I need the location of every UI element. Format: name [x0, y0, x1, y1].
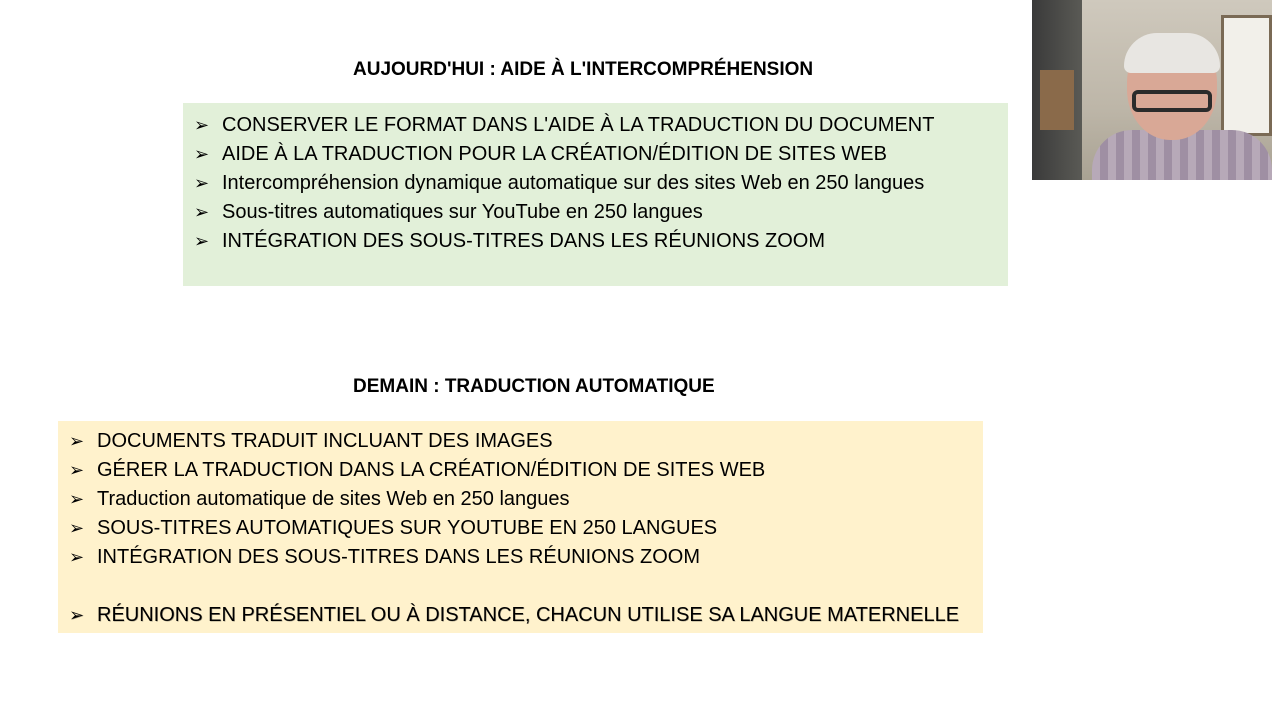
arrow-bullet-icon: ➢ — [69, 605, 85, 626]
arrow-bullet-icon: ➢ — [69, 518, 85, 539]
list-item-text: SOUS-TITRES AUTOMATIQUES SUR YOUTUBE EN 250 LANGUES — [97, 517, 718, 539]
list-item — [58, 514, 983, 543]
arrow-bullet-icon: ➢ — [69, 547, 85, 568]
participant-glasses — [1132, 90, 1212, 112]
list-item-text: DOCUMENTS TRADUIT INCLUANT DES IMAGES — [97, 430, 553, 452]
heading-tomorrow: DEMAIN : TRADUCTION AUTOMATIQUE — [353, 376, 715, 397]
list-item — [58, 456, 983, 485]
list-item — [183, 198, 1008, 227]
list-item-text: Traduction automatique de sites Web en 250 langues — [97, 488, 570, 510]
arrow-bullet-icon: ➢ — [69, 460, 85, 481]
heading-today: AUJOURD'HUI : AIDE À L'INTERCOMPRÉHENSION — [353, 59, 814, 80]
arrow-bullet-icon: ➢ — [194, 115, 210, 136]
arrow-bullet-icon: ➢ — [69, 431, 85, 452]
list-item-text: Sous-titres automatiques sur YouTube en 250 langues — [222, 201, 703, 223]
list-item — [58, 427, 983, 456]
list-item-text: AIDE À LA TRADUCTION POUR LA CRÉATION/ÉDITION DE SITES WEB — [222, 143, 887, 165]
arrow-bullet-icon: ➢ — [194, 144, 210, 165]
arrow-bullet-icon: ➢ — [194, 173, 210, 194]
today-features-box — [183, 103, 1008, 286]
arrow-bullet-icon: ➢ — [194, 202, 210, 223]
list-item-text: INTÉGRATION DES SOUS-TITRES DANS LES RÉUNIONS ZOOM — [97, 546, 701, 568]
tomorrow-features-box — [58, 421, 983, 633]
list-item — [183, 169, 1008, 198]
today-bullet-list — [183, 111, 1008, 256]
list-item — [183, 111, 1008, 140]
list-item-text: GÉRER LA TRADUCTION DANS LA CRÉATION/ÉDITION DE SITES WEB — [97, 459, 766, 481]
list-item-text: INTÉGRATION DES SOUS-TITRES DANS LES RÉUNIONS ZOOM — [222, 230, 826, 252]
tomorrow-bullet-list — [58, 427, 983, 630]
list-item — [183, 227, 1008, 256]
list-item — [58, 543, 983, 572]
list-item — [183, 140, 1008, 169]
background-shelf — [1040, 70, 1074, 130]
list-item-text: CONSERVER LE FORMAT DANS L'AIDE À LA TRADUCTION DU DOCUMENT — [222, 114, 935, 136]
arrow-bullet-icon: ➢ — [69, 489, 85, 510]
participant-video-thumbnail[interactable] — [1032, 0, 1272, 180]
list-item-text: Intercompréhension dynamique automatique sur des sites Web en 250 langues — [222, 172, 925, 194]
list-item — [58, 601, 983, 630]
participant-hair — [1124, 33, 1220, 73]
background-frame — [1221, 15, 1272, 136]
list-item-text: RÉUNIONS EN PRÉSENTIEL OU À DISTANCE, CHACUN UTILISE SA LANGUE MATERNELLE — [97, 604, 960, 626]
list-item — [58, 485, 983, 514]
arrow-bullet-icon: ➢ — [194, 231, 210, 252]
